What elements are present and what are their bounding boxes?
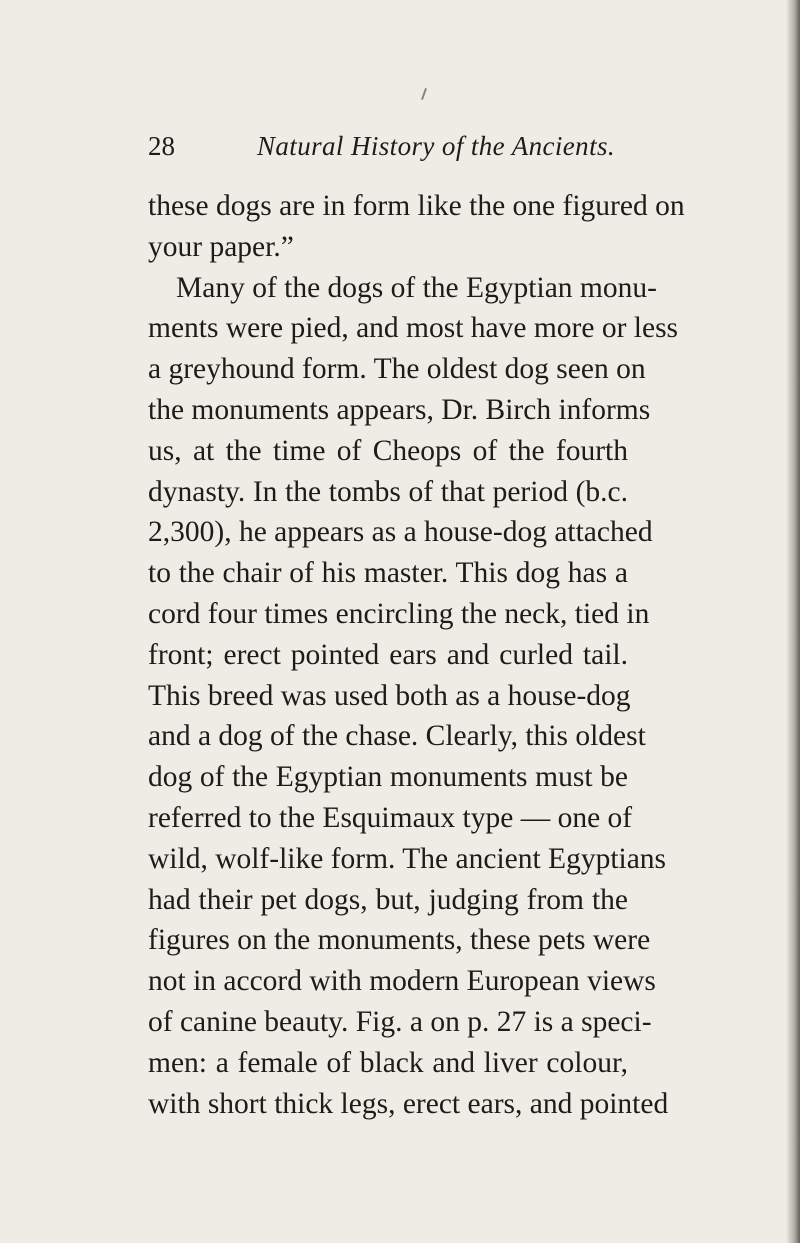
text-line: ments were pied, and most have more or less bbox=[148, 312, 679, 345]
stray-pencil-mark bbox=[421, 88, 427, 100]
text-line: to the chair of his master. This dog has a bbox=[148, 557, 628, 590]
text-line: the monuments appears, Dr. Birch informs bbox=[148, 393, 651, 426]
text-line: of canine beauty. Fig. a on p. 27 is a speci- bbox=[148, 1005, 652, 1038]
text-line: wild, wolf-like form. The ancient Egyptians bbox=[148, 842, 667, 875]
text-line: referred to the Esquimaux type — one of bbox=[148, 801, 633, 834]
text-line: a greyhound form. The oldest dog seen on bbox=[148, 353, 646, 386]
text-line: figures on the monuments, these pets were bbox=[148, 924, 651, 957]
text-line: 2,300), he appears as a house-dog attached bbox=[148, 516, 653, 549]
running-head bbox=[148, 126, 618, 166]
text-line: Many of the dogs of the Egyptian monu- bbox=[176, 271, 657, 304]
running-title: Natural History of the Ancients. bbox=[257, 131, 616, 161]
text-line: with short thick legs, erect ears, and pointed bbox=[148, 1087, 669, 1120]
text-line: and a dog of the chase. Clearly, this oldest bbox=[148, 720, 646, 753]
page-edge-shadow bbox=[786, 0, 800, 1243]
text-line: your paper.” bbox=[148, 230, 294, 263]
text-line: cord four times encircling the neck, tied in bbox=[148, 597, 650, 630]
text-line: us, at the time of Cheops of the fourth bbox=[148, 434, 628, 467]
text-line: dog of the Egyptian monuments must be bbox=[148, 761, 628, 794]
text-line: not in accord with modern European views bbox=[148, 965, 656, 998]
text-line: front; erect pointed ears and curled tail. bbox=[148, 638, 628, 671]
text-line: had their pet dogs, but, judging from the bbox=[148, 883, 628, 916]
page-number: 28 bbox=[148, 131, 175, 161]
text-line: dynasty. In the tombs of that period (b.c. bbox=[148, 475, 628, 508]
body-text bbox=[148, 186, 685, 1124]
text-line: men: a female of black and liver colour, bbox=[148, 1046, 628, 1079]
text-line: these dogs are in form like the one figured on bbox=[148, 190, 685, 222]
text-line: This breed was used both as a house-dog bbox=[148, 679, 631, 712]
